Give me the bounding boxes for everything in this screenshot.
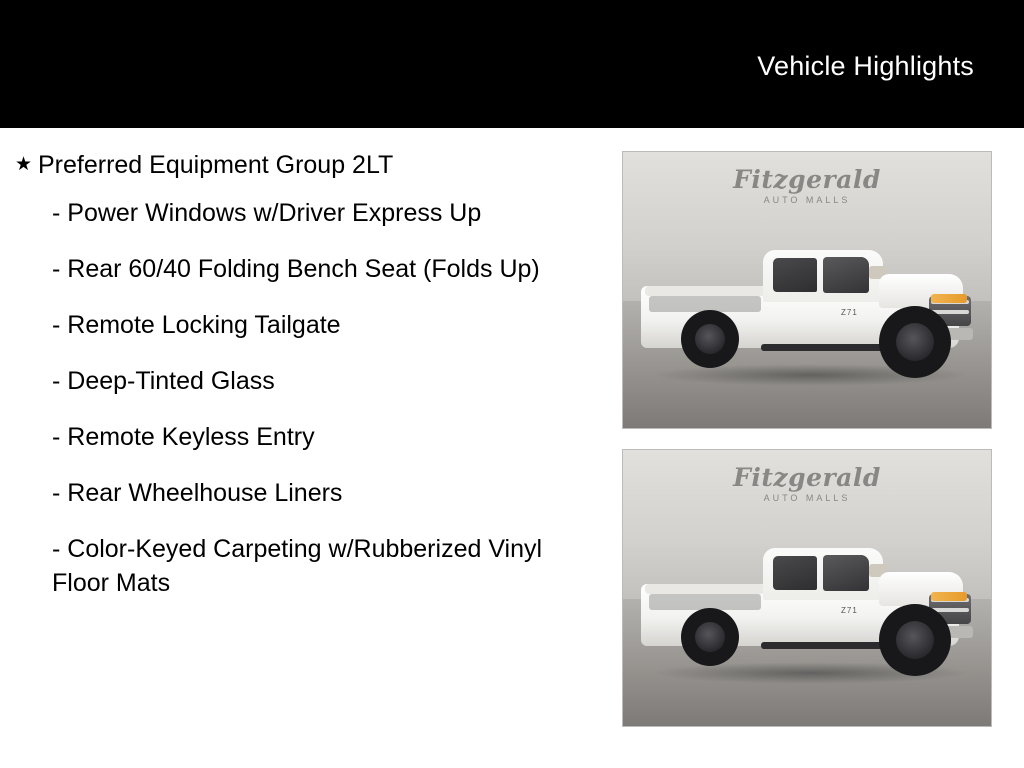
truck-badge: Z71 — [841, 606, 858, 615]
vehicle-photo-gallery — [622, 151, 992, 747]
watermark-brand: Fitzgerald — [733, 463, 881, 492]
truck-badge: Z71 — [841, 308, 858, 317]
watermark-brand: Fitzgerald — [733, 165, 881, 194]
truck-front-rim — [896, 621, 934, 659]
truck-front-rim — [896, 323, 934, 361]
highlights-list — [12, 148, 612, 600]
equipment-group-label: Preferred Equipment Group 2LT — [38, 151, 394, 179]
slide-content — [0, 128, 1024, 768]
vehicle-photo-2[interactable] — [622, 449, 992, 727]
watermark-subtitle: AUTO MALLS — [763, 195, 851, 205]
truck-illustration — [641, 542, 975, 692]
list-item: - Power Windows w/Driver Express Up — [52, 199, 482, 227]
truck-headlight — [931, 592, 967, 601]
truck-illustration — [641, 244, 975, 394]
truck-rear-rim — [695, 324, 725, 354]
vehicle-photo-1[interactable] — [622, 151, 992, 429]
list-item: - Remote Locking Tailgate — [52, 311, 341, 339]
truck-rear-window — [773, 556, 817, 590]
truck-rear-wheel — [681, 608, 739, 666]
page-title: Vehicle Highlights — [757, 51, 974, 81]
dealer-watermark — [733, 166, 881, 206]
list-item: - Rear 60/40 Folding Bench Seat (Folds Up) — [52, 255, 540, 283]
truck-front-wheel — [879, 306, 951, 378]
truck-rear-wheel — [681, 310, 739, 368]
truck-bedrail — [645, 584, 765, 594]
dealer-watermark — [733, 464, 881, 504]
truck-rear-rim — [695, 622, 725, 652]
truck-front-window — [823, 555, 869, 591]
truck-rocker-panel — [761, 642, 883, 649]
header-bar — [0, 0, 1024, 128]
list-item: - Rear Wheelhouse Liners — [52, 479, 343, 507]
truck-front-wheel — [879, 604, 951, 676]
truck-rocker-panel — [761, 344, 883, 351]
list-item: - Deep-Tinted Glass — [52, 367, 275, 395]
list-item: - Remote Keyless Entry — [52, 423, 315, 451]
list-item: - Color-Keyed Carpeting w/Rubberized Vinyl Floor Mats — [52, 535, 543, 597]
list-item — [12, 148, 612, 182]
truck-bedrail — [645, 286, 765, 296]
watermark-subtitle: AUTO MALLS — [763, 493, 851, 503]
truck-front-window — [823, 257, 869, 293]
truck-rear-window — [773, 258, 817, 292]
truck-headlight — [931, 294, 967, 303]
star-icon: ★ — [15, 154, 33, 175]
